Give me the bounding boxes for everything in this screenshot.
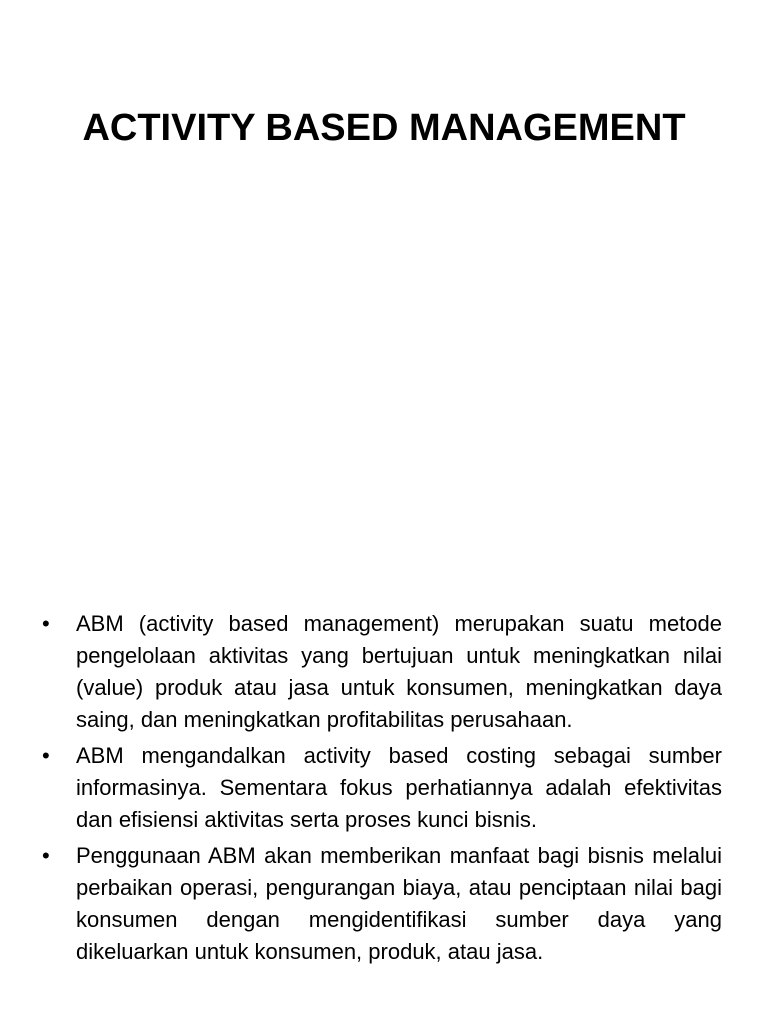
slide-title: ACTIVITY BASED MANAGEMENT [82, 107, 686, 149]
bullet-item [40, 840, 722, 968]
bullet-icon: • [42, 843, 50, 868]
bullet-text: ABM mengandalkan activity based costing sebagai sumber informasinya. Sementara fokus perhatiannya adalah efektivitas dan efisiensi aktivitas serta proses kunci bisnis. [76, 743, 722, 832]
bullet-text: ABM (activity based management) merupakan suatu metode pengelolaan aktivitas yang bertujuan untuk meningkatkan nilai (value) produk atau jasa untuk konsumen, meningkatkan daya saing, dan meningkatkan profitabilitas perusahaan. [76, 611, 722, 732]
bullet-icon: • [42, 611, 50, 636]
bullet-icon: • [42, 743, 50, 768]
bullet-item [40, 740, 722, 836]
bullet-item [40, 608, 722, 736]
bullet-text: Penggunaan ABM akan memberikan manfaat bagi bisnis melalui perbaikan operasi, pengurangan biaya, atau penciptaan nilai bagi konsumen dengan mengidentifikasi sumber daya yang dikeluarkan untuk konsumen, produk, atau jasa. [76, 843, 722, 964]
bullet-list [40, 608, 722, 972]
